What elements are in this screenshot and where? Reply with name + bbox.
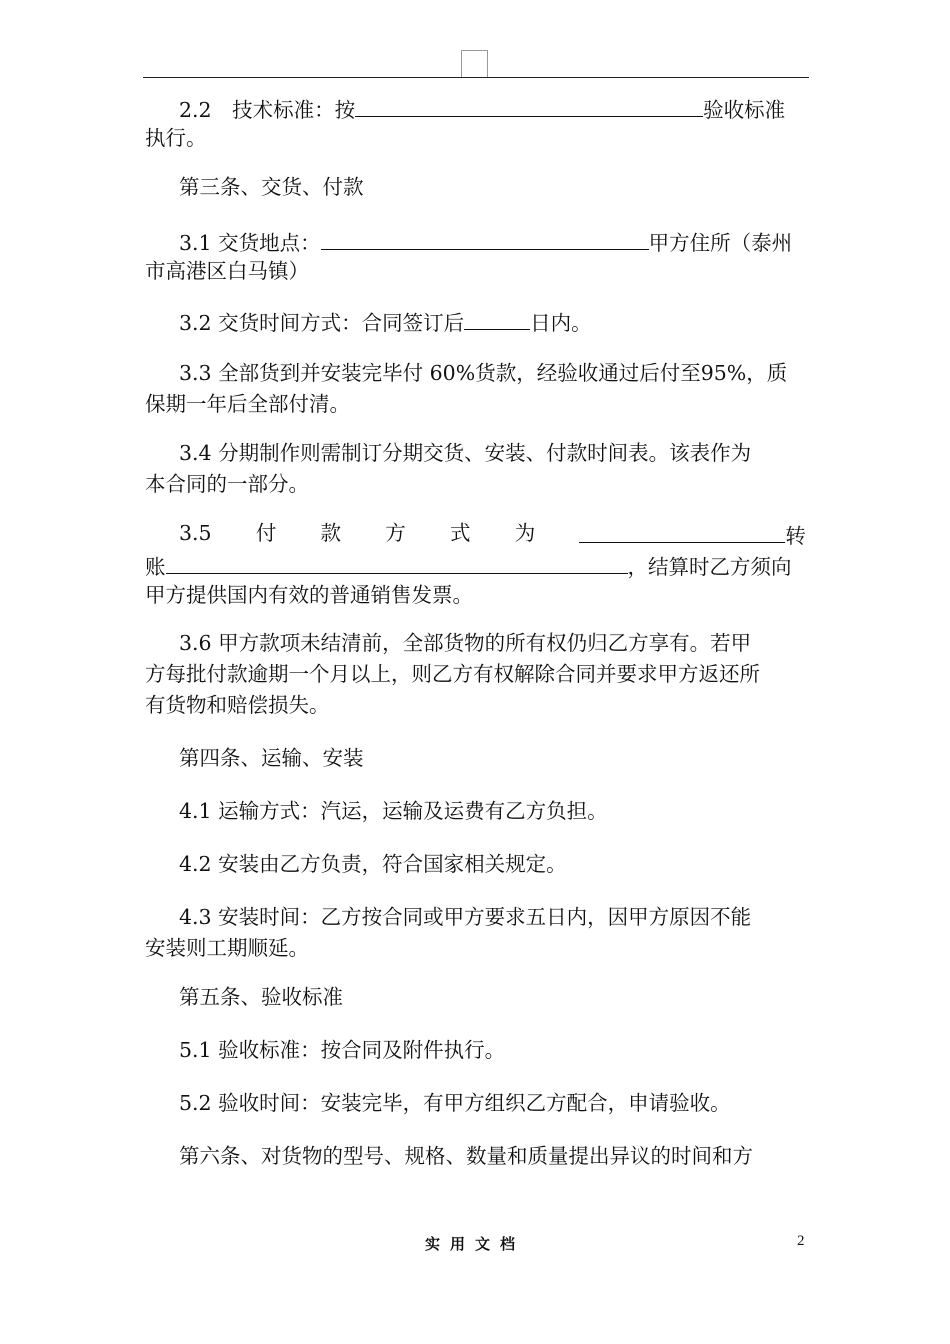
text: 4.3 安装时间：乙方按合同或甲方要求五日内，因甲方原因不能 xyxy=(179,905,752,929)
clause-3-1 xyxy=(145,225,806,305)
clause-3-2 xyxy=(145,305,806,358)
header-box xyxy=(461,50,488,77)
text: 3.1 交货地点： xyxy=(179,231,321,255)
clause-4-3 xyxy=(145,902,806,982)
clause-2-2 xyxy=(145,92,806,172)
document-body xyxy=(145,92,806,1194)
header-rule xyxy=(143,77,809,78)
article-5-heading: 第五条、验收标准 xyxy=(179,985,343,1009)
text: 3.5 xyxy=(179,521,212,545)
blank-field[interactable] xyxy=(464,305,530,330)
text: 3.4 分期制作则需制订分期交货、安装、付款时间表。该表作为 xyxy=(179,441,752,465)
text: 方 xyxy=(385,521,406,545)
article-3-heading: 第三条、交货、付款 xyxy=(179,175,364,199)
text: 保期一年后全部付清。 xyxy=(145,392,350,416)
text: 有货物和赔偿损失。 xyxy=(145,693,330,717)
text: 付 xyxy=(255,521,277,545)
text: 2.2 技术标准：按 xyxy=(179,98,356,122)
text: 市高港区白马镇） xyxy=(145,259,309,283)
text: 甲方住所（泰州 xyxy=(648,231,793,255)
text: ，结算时乙方须向 xyxy=(627,555,792,579)
text: 方每批付款逾期一个月以上，则乙方有权解除合同并要求甲方返还所 xyxy=(145,662,760,686)
text: 3.2 交货时间方式：合同签订后 xyxy=(179,311,465,335)
text: 账 xyxy=(145,555,166,579)
blank-field[interactable] xyxy=(321,225,649,250)
clause-3-6 xyxy=(145,628,806,743)
blank-field[interactable] xyxy=(579,518,785,543)
text: 执行。 xyxy=(145,126,207,150)
text: 日内。 xyxy=(530,311,592,335)
text: 3.3 全部货到并安装完毕付 60%货款，经验收通过后付至95%，质 xyxy=(179,361,788,385)
blank-field[interactable] xyxy=(355,92,703,117)
text: 转 xyxy=(785,524,806,548)
article-4-heading: 第四条、运输、安装 xyxy=(179,746,364,770)
clause-5-2: 5.2 验收时间：安装完毕，有甲方组织乙方配合，申请验收。 xyxy=(179,1091,731,1115)
clause-3-3 xyxy=(145,358,806,438)
text: 安装则工期顺延。 xyxy=(145,936,309,960)
text: 甲方提供国内有效的普通销售发票。 xyxy=(145,583,473,607)
clause-4-2: 4.2 安装由乙方负责，符合国家相关规定。 xyxy=(179,852,567,876)
clause-4-1: 4.1 运输方式：汽运，运输及运费有乙方负担。 xyxy=(179,799,608,823)
page-number: 2 xyxy=(797,1233,805,1249)
article-6-heading: 第六条、对货物的型号、规格、数量和质量提出异议的时间和方 xyxy=(179,1144,753,1168)
text: 本合同的一部分。 xyxy=(145,472,309,496)
blank-field[interactable] xyxy=(166,549,628,574)
text: 为 xyxy=(514,521,536,545)
clause-3-5 xyxy=(145,518,806,628)
text: 验收标准 xyxy=(703,98,786,122)
clause-5-1: 5.1 验收标准：按合同及附件执行。 xyxy=(179,1038,506,1062)
text: 式 xyxy=(449,521,471,545)
text: 3.6 甲方款项未结清前，全部货物的所有权仍归乙方享有。若甲 xyxy=(179,631,752,655)
text: 款 xyxy=(320,521,342,545)
clause-3-4 xyxy=(145,438,806,518)
footer-label: 实用文档 xyxy=(424,1235,525,1253)
